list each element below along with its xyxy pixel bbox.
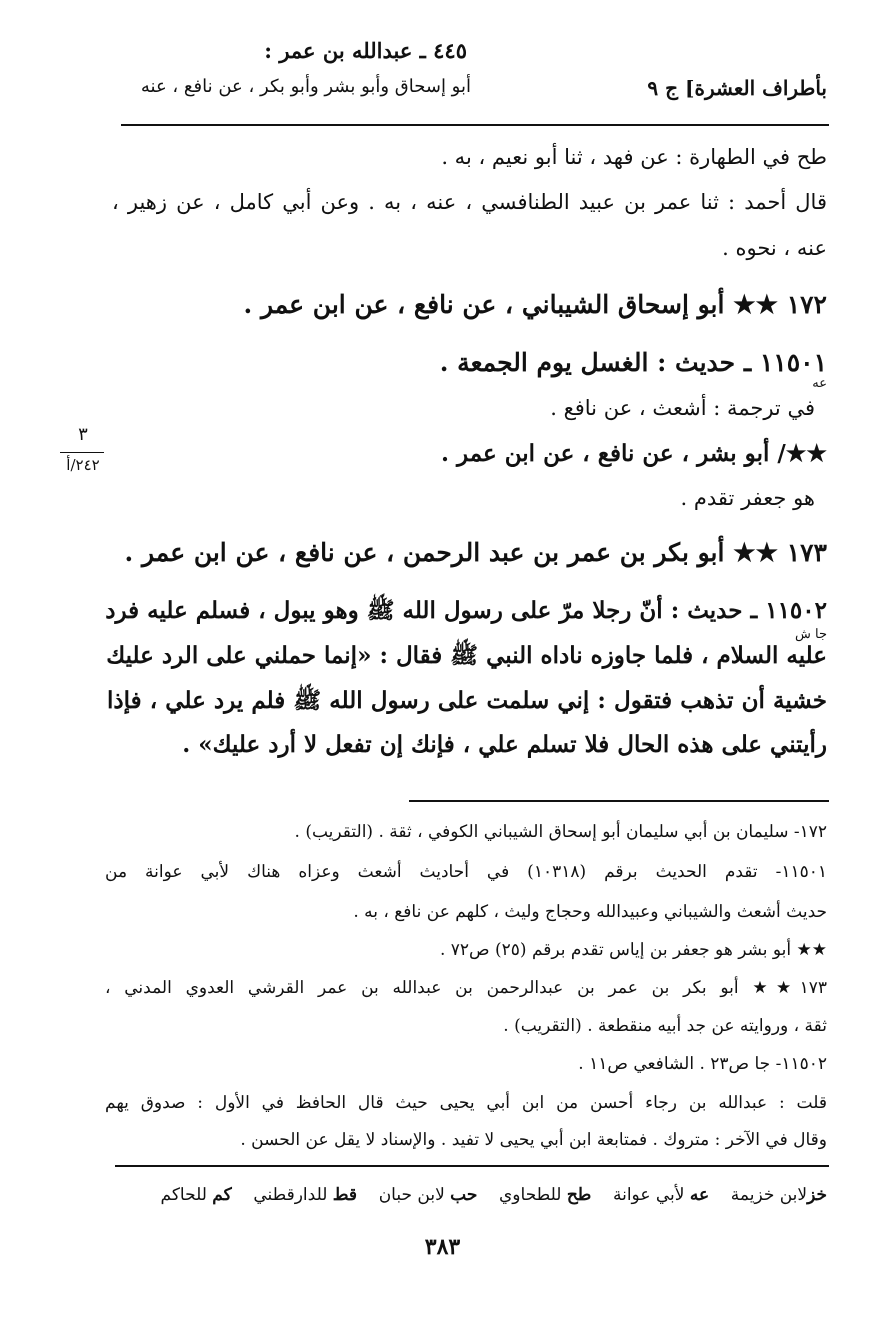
footnote-line-6: ثقة ، وروايته عن جد أبيه منقطعة . (التقريب) . (503, 1016, 827, 1036)
abbreviations-rule (115, 1165, 829, 1167)
footnote-line-5: ١٧٣★★ أبو بكر بن عمر بن عبدالرحمن بن عبدالله بن عمر القرشي العدوي المدني ، (105, 978, 827, 998)
hadith-11502-line-1: ١١٥٠٢ ـ حديث : أنّ رجلا مرّ على رسول الله ﷺ وهو يبول ، فسلم عليه فرد (105, 597, 827, 624)
body-line-1: طح في الطهارة : عن فهد ، ثنا أبو نعيم ، به . (441, 145, 827, 169)
margin-folio-ref: ٢٤٢/أ (66, 456, 100, 474)
siglum-a: عه (812, 376, 827, 391)
abbreviations-key (161, 1185, 827, 1205)
page-number: ٣٨٣ (424, 1234, 461, 1260)
hadith-11502-line-2: عليه السلام ، فلما جاوزه ناداه النبي ﷺ فقال : «إنما حملني على الرد عليك (106, 642, 827, 669)
footnote-line-1: ١٧٢- سليمان بن أبي سليمان أبو إسحاق الشيباني الكوفي ، ثقة . (التقريب) . (294, 822, 827, 842)
abbr-item: حب لابن حبان (378, 1185, 478, 1205)
footnote-line-2: ١١٥٠١- تقدم الحديث برقم (١٠٣١٨) في أحاديث أشعث وعزاه هناك لأبي عوانة من (105, 862, 827, 882)
body-line-2: قال أحمد : ثنا عمر بن عبيد الطنافسي ، عنه ، به . وعن أبي كامل ، عن زهير ، (112, 190, 827, 214)
header-chain: أبو إسحاق وأبو بشر وأبو بكر ، عن نافع ، عنه (140, 76, 471, 97)
footnote-line-9: وقال في الآخر : متروك . فمتابعة ابن أبي يحيى لا تفيد . والإسناد لا يقل عن الحسن . (240, 1130, 827, 1150)
abbr-item: كم للحاكم (160, 1185, 232, 1205)
abbr-item: خزلابن خزيمة (730, 1185, 827, 1205)
footnote-line-7: ١١٥٠٢- جا ص٢٣ . الشافعي ص١١ . (578, 1054, 827, 1074)
hadith-11502-line-3: خشية أن تذهب فتقول : إني سلمت على رسول الله ﷺ فلم يرد علي ، فإذا (107, 687, 828, 714)
header-rule (121, 124, 829, 126)
footnote-line-4: ★★ أبو بشر هو جعفر بن إياس تقدم برقم (٢٥) ص٧٢ . (439, 940, 827, 960)
jafar-line: هو جعفر تقدم . (680, 486, 815, 510)
footnote-rule (409, 800, 829, 802)
body-line-3: عنه ، نحوه . (722, 236, 827, 260)
footnote-line-3: حديث أشعث والشيباني وعبيدالله وحجاج وليث ، كلهم عن نافع ، به . (353, 902, 827, 922)
footnote-line-8: قلت : عبدالله بن رجاء أحسن من ابن أبي يحيى حيث قال الحافظ في الأول : صدوق يهم (105, 1093, 827, 1113)
header-book-title: بأطراف العشرة] ج ٩ (647, 76, 827, 100)
hadith-11501-heading: ١١٥٠١ ـ حديث : الغسل يوم الجمعة . (439, 348, 827, 377)
tarjama-line: في ترجمة : أشعث ، عن نافع . (550, 396, 815, 420)
abu-bishr-heading: ★★/ أبو بشر ، عن نافع ، عن ابن عمر . (441, 440, 827, 467)
abbr-item: طح للطحاوي (499, 1185, 592, 1205)
section-172-heading: ١٧٢ ★★ أبو إسحاق الشيباني ، عن نافع ، عن ابن عمر . (243, 290, 827, 319)
margin-volume-number: ٣ (78, 424, 88, 445)
header-title: ٤٤٥ ـ عبدالله بن عمر : (264, 38, 467, 63)
hadith-11502-line-4: رأيتني على هذه الحال فلا تسلم علي ، فإنك إن تفعل لا أرد عليك» . (182, 731, 827, 758)
margin-divider (60, 452, 104, 453)
abbr-item: عه لأبي عوانة (612, 1185, 710, 1205)
siglum-b: جا ش (795, 627, 827, 642)
section-173-heading: ١٧٣ ★★ أبو بكر بن عمر بن عبد الرحمن ، عن نافع ، عن ابن عمر . (124, 538, 827, 567)
abbr-item: قط للدارقطني (253, 1185, 358, 1205)
